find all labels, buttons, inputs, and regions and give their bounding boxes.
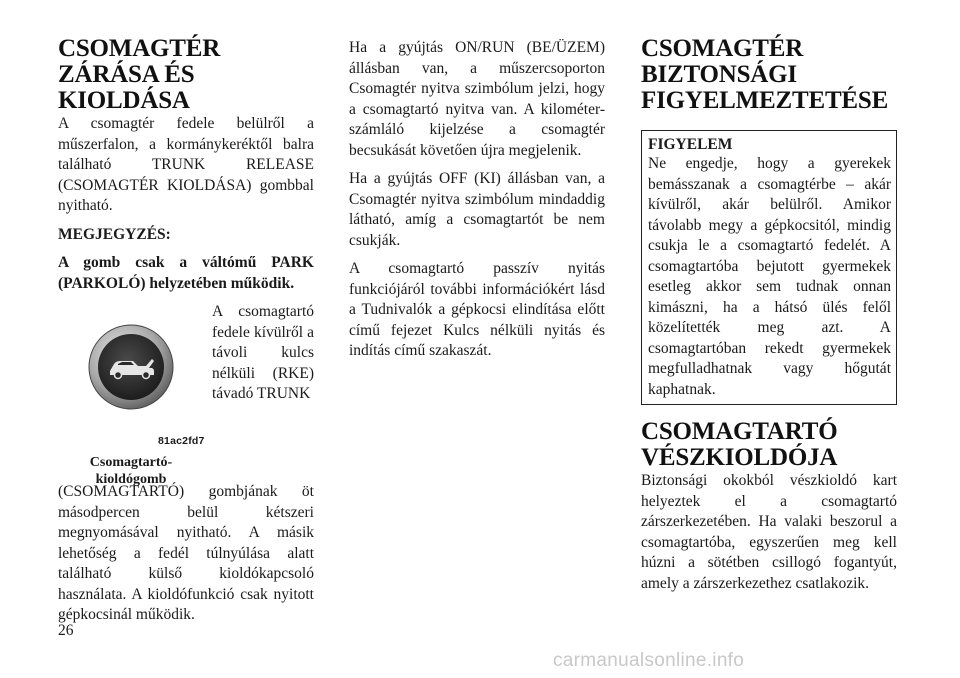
paragraph-emergency-release: Biztonsági okokból vészkioldó kart helyeztek el a csomagtartó zárszerkezetében. Ha valaki beszorul a csomagtartóba, egyszerűen meg kell húzni a sötétben csillogó fogantyút, amely a zárszerkezethez csatlakozik. [641,472,897,592]
warning-title: FIGYELEM [648,136,733,153]
paragraph-release-button: A csomagtér fedele belülről a műszerfalon, a kormánykeréktől balra található TRUNK RELEASE (CSOMAGTÉR KIOLDÁSA) gombbal nyitható. [58,115,314,214]
page-number: 26 [58,622,74,639]
paragraph-rke-side: A csomagtartó fedele kívülről a távoli kulcs nélküli (RKE) távadó TRUNK [212,303,314,402]
figure-caption: Csomagtartó-kioldógomb [89,455,173,487]
figure-trunk-button [58,302,314,487]
watermark: carmanualsonline.info [553,650,745,671]
note-text: A gomb csak a váltómű PARK (PARKOLÓ) helyzetében működik. [58,254,314,292]
section-heading-safety-warning: CSOMAGTÉR BIZTONSÁGI FIGYELMEZTETÉSE [641,35,889,114]
section-heading-trunk-release: CSOMAGTÉR ZÁRÁSA ÉS KIOLDÁSA [58,35,221,114]
figure-code: 81ac2fd7 [158,435,205,447]
paragraph-ignition-on: Ha a gyújtás ON/RUN (BE/ÜZEM) állásban van, a műszercsoporton Csomagtér nyitva szimbólum jelzi, hogy a csomagtartó nyitva van. A kilométer-számláló kijelzése a csomagtér becsukását követően újra megjelenik. [349,39,605,159]
column-left [58,36,314,626]
column-right [641,36,897,594]
section-heading-emergency-release: CSOMAGTARTÓ VÉSZKIOLDÓJA [641,418,838,471]
paragraph-rke-continued: (CSOMAGTARTÓ) gombjának öt másodpercen belül kétszeri megnyomásával nyitható. A másik lehetőség a fedél túlnyúlása alatt található külső kioldókapcsoló használata. A kioldófunkció csak nyitott gépkocsinál működik. [58,483,314,623]
warning-text: Ne engedje, hogy a gyerekek bemásszanak a csomagtérbe – akár kívülről, akár belülről. Amikor távolabb megy a gépkocsitól, mindig csukja le a csomagtartó fedelét. A csomagtartóba bejutott gyermekek esetleg akkor sem tudnak onnan kimászni, ha a hátsó ülés felől közelítették meg azt. A csomagtartóban rekedt gyermekek megfulladhatnak vagy hőgutát kaphatnak. [648,155,891,398]
trunk-release-button-icon [88,324,174,410]
warning-box [641,130,897,405]
paragraph-ignition-off: Ha a gyújtás OFF (KI) állásban van, a Csomagtér nyitva szimbólum mindaddig látható, amíg a csomagtartót be nem csukják. [349,170,605,249]
column-middle [349,38,605,362]
paragraph-passive-entry: A csomagtartó passzív nyitás funkciójáról további információkért lásd a Tudnivalók a gépkocsi elindítása előtt című fejezet Kulcs nélküli nyitás és indítás című szakaszát. [349,260,605,359]
note-heading: MEGJEGYZÉS: [58,225,171,243]
